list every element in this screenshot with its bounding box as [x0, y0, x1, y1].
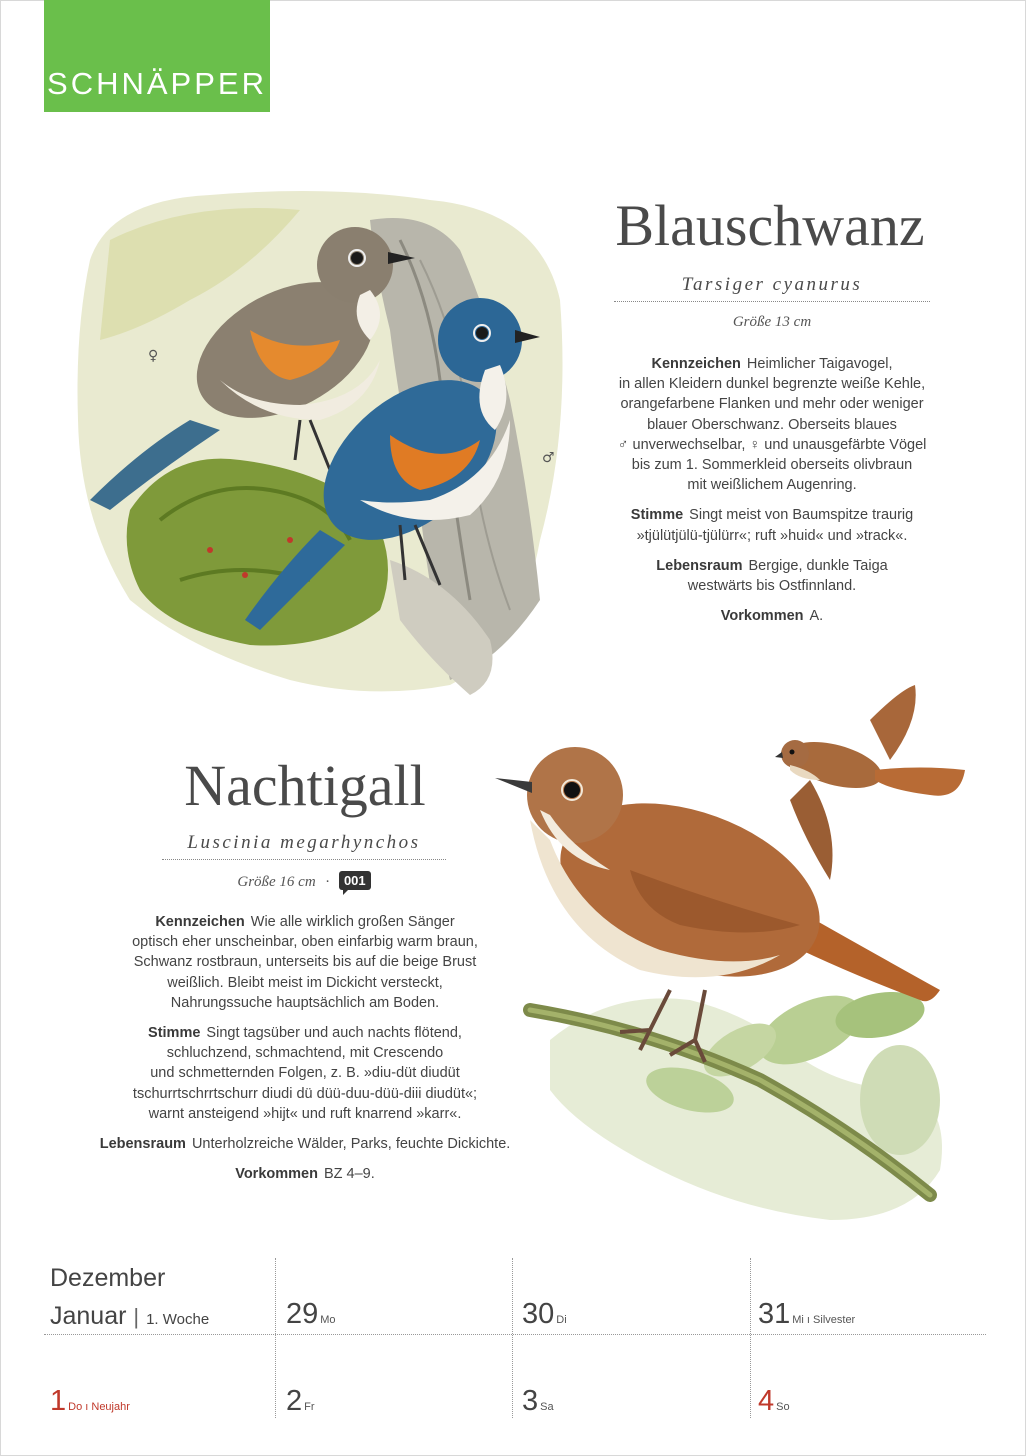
lebensraum-label: Lebensraum [656, 557, 743, 574]
species1-stimme: Stimme Singt meist von Baumspitze traurig »tjülütjülü-tjülürr«; ruft »huid« und »track«. [630, 507, 914, 544]
cal-divider-2 [512, 1258, 513, 1418]
blauschwanz-illustration [70, 180, 580, 700]
flying-bird [775, 685, 965, 880]
cal-day-3[interactable] [522, 1385, 554, 1418]
species1-lebensraum: Lebensraum Bergige, dunkle Taiga westwärts bis Ostfinnland. [656, 557, 888, 595]
species1-title: Blauschwanz [615, 193, 925, 258]
day-name: So [776, 1401, 790, 1413]
cal-day-2[interactable] [286, 1385, 315, 1418]
species1-size: Größe 13 cm [732, 314, 812, 330]
stimme-label: Stimme [630, 507, 684, 524]
species2-title: Nachtigall [184, 753, 426, 818]
species2-size: Größe 16 cm [237, 874, 316, 890]
separator-dot: · [325, 874, 330, 890]
species1-vorkommen: Vorkommen A. [720, 608, 824, 625]
day-number: 30 [522, 1298, 555, 1330]
species2-stimme: Stimme Singt tagsüber und auch nachts flötend, schluchzend, schmachtend, mit Crescendo und schmetternden Folgen, z. B. »diu-düt diudüt tschurrtschrrtschurr diudi dü düü-duu-düü-diii diudüt«; warnt ansteigend »hijt« und ruft knarrend »karr«. [132, 1025, 478, 1122]
day-name: Di [556, 1314, 567, 1326]
day-number: 4 [758, 1385, 775, 1417]
week-label: 1. Woche [146, 1311, 210, 1328]
day-number: 2 [286, 1385, 303, 1417]
audio-track-badge[interactable]: 001 [339, 871, 371, 890]
day-name: Sa [540, 1401, 554, 1413]
day-name: Do ı Neujahr [68, 1401, 130, 1413]
day-number: 31 [758, 1298, 791, 1330]
month-current: Januar [50, 1302, 127, 1330]
cal-row-divider [44, 1334, 986, 1335]
cal-day-31[interactable] [758, 1298, 855, 1331]
day-name: Mi ı Silvester [792, 1314, 856, 1326]
cal-day-4[interactable] [758, 1385, 790, 1418]
day-name: Fr [304, 1401, 315, 1413]
cal-divider-1 [275, 1258, 276, 1418]
species1-kennzeichen: Kennzeichen Heimlicher Taigavogel, in allen Kleidern dunkel begrenzte weiße Kehle, orangefarbene Flanken und mehr oder weniger blauer Oberschwanz. Oberseits blaues ♂ unverwechselbar, ♀ und unausgefärbte Vögel bis zum 1. Sommerkleid oberseits olivbraun mit weißlichem Augenring. [617, 356, 927, 494]
species2-size-row [162, 872, 446, 891]
category-tab [44, 0, 270, 112]
day-number: 29 [286, 1298, 319, 1330]
species1-scientific-name: Tarsiger cyanurus [614, 274, 930, 302]
day-name: Mo [320, 1314, 336, 1326]
species2-scientific-name: Luscinia megarhynchos [162, 832, 446, 860]
species2-kennzeichen: Kennzeichen Wie alle wirklich großen Sänger optisch eher unscheinbar, oben einfarbig warm braun, Schwanz rostbraun, unterseits bis auf die beige Brust weißlich. Bleibt meist im Dickicht versteckt, Nahrungssuche hauptsächlich am Boden. [132, 914, 478, 1011]
cal-divider-3 [750, 1258, 751, 1418]
female-symbol: ♀ [148, 348, 159, 364]
month-previous: Dezember [50, 1264, 166, 1292]
nachtigall-illustration [490, 670, 980, 1240]
species1-description [590, 354, 954, 636]
category-label: SCHNÄPPER [47, 66, 267, 101]
species2-description [70, 912, 540, 1194]
male-symbol: ♂ [542, 450, 555, 466]
week-separator: | [133, 1304, 140, 1329]
cal-day-29[interactable] [286, 1298, 336, 1331]
cal-day-30[interactable] [522, 1298, 567, 1331]
kennzeichen-label: Kennzeichen [651, 356, 741, 372]
day-number: 3 [522, 1385, 539, 1417]
species2-lebensraum: Lebensraum Unterholzreiche Wälder, Parks, feuchte Dickichte. [99, 1136, 511, 1153]
month-week-row [50, 1302, 209, 1331]
day-number: 1 [50, 1385, 67, 1417]
vorkommen-label: Vorkommen [720, 608, 804, 625]
cal-day-1[interactable] [50, 1385, 130, 1418]
species2-vorkommen: Vorkommen BZ 4–9. [235, 1166, 375, 1183]
